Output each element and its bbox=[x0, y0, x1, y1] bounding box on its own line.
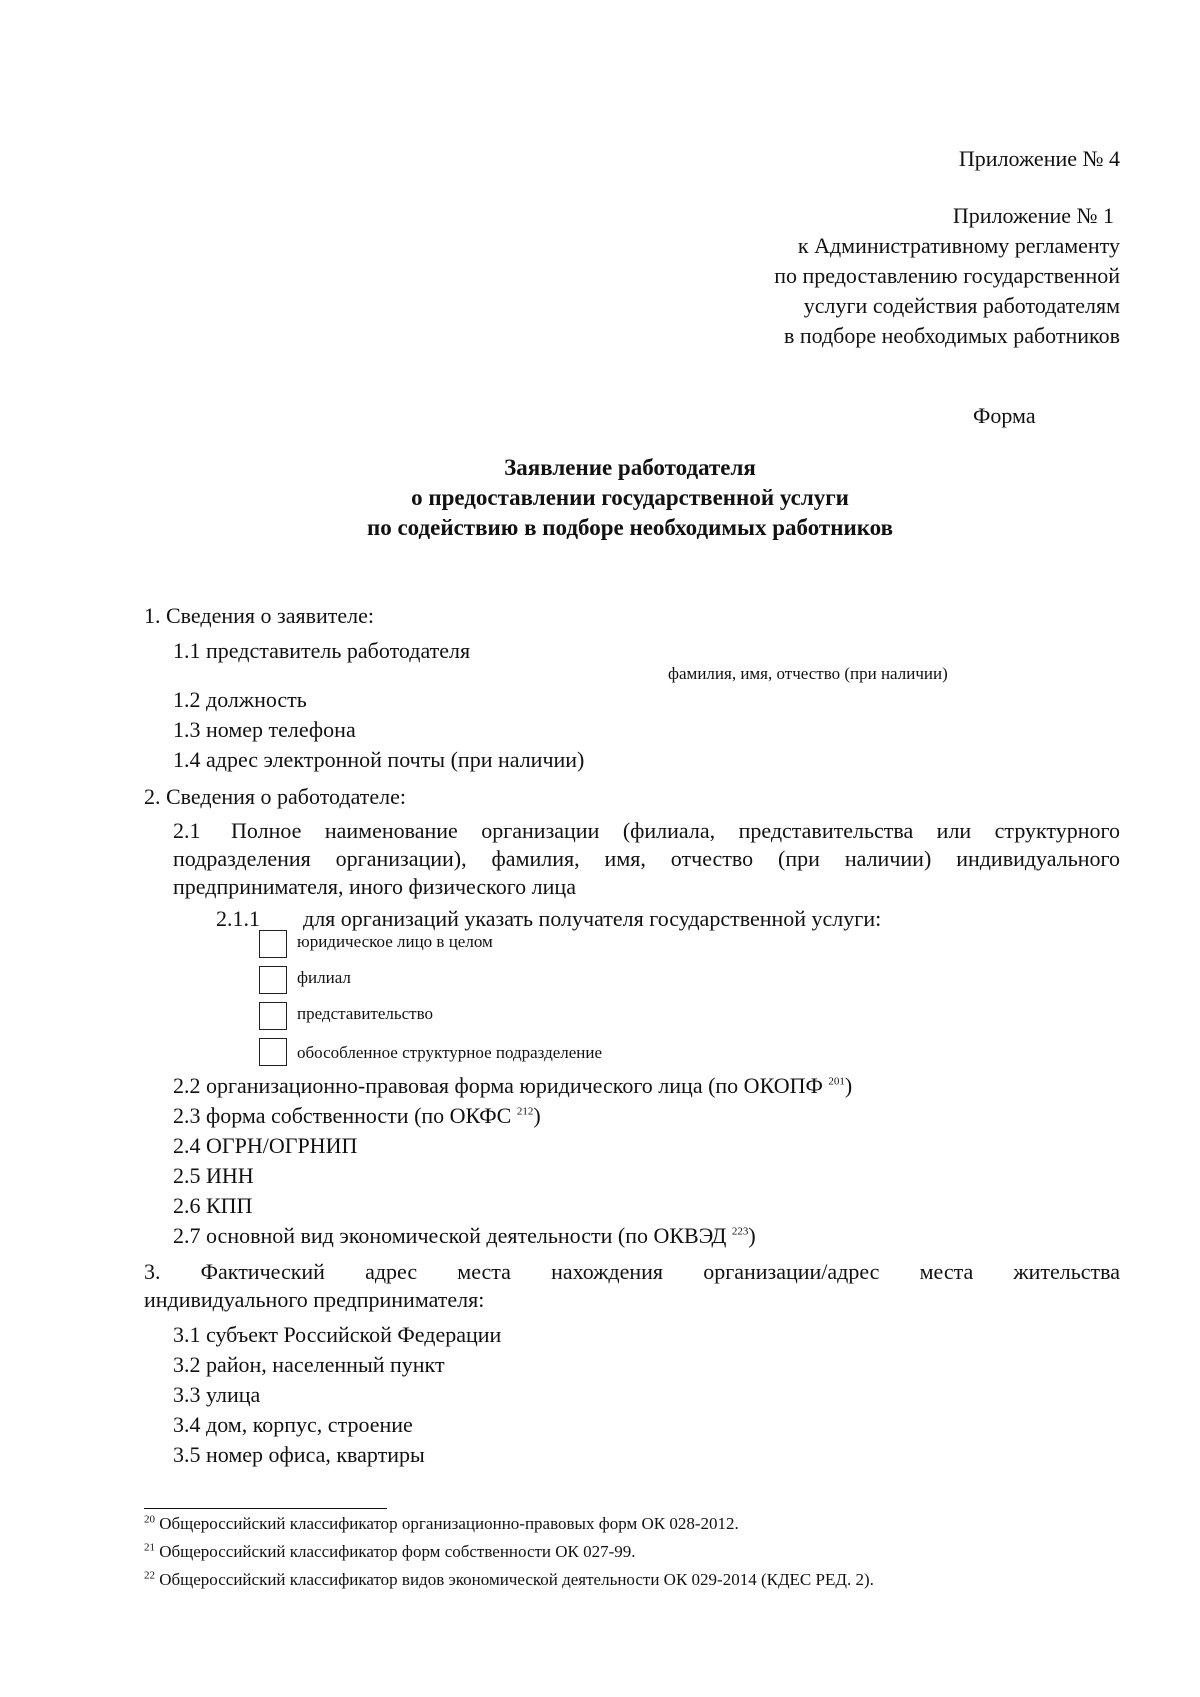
title-line-1: Заявление работодателя bbox=[504, 455, 756, 480]
item-3-3: 3.3 улица bbox=[173, 1382, 261, 1407]
item-2-7: 2.7 основной вид экономической деятельности (по ОКВЭД $^{223}$) bbox=[173, 1223, 756, 1248]
appendix-4-label: Приложение № 4 bbox=[958, 146, 1120, 171]
title-line-2: о предоставлении государственной услуги bbox=[411, 485, 849, 510]
footnote-22: $^{22}$ Общероссийский классификатор видов экономической деятельности ОК 029-2014 (КДЕС РЕД. 2). bbox=[144, 1569, 874, 1589]
appendix-1-label: Приложение № 1 bbox=[952, 203, 1114, 228]
item-2-1-1-number: 2.1.1 bbox=[216, 906, 260, 931]
item-2-1-line-2: подразделения организации), фамилия, имя, отчество (при наличии) индивидуального bbox=[173, 846, 1120, 871]
footnote-21: $^{21}$ Общероссийский классификатор форм собственности ОК 027-99. bbox=[144, 1541, 636, 1561]
regulation-line-2: по предоставлению государственной bbox=[774, 263, 1120, 288]
section-2-heading: 2. Сведения о работодателе: bbox=[144, 784, 407, 809]
checkbox-separate-division[interactable] bbox=[259, 1038, 287, 1066]
item-1-2: 1.2 должность bbox=[173, 687, 307, 712]
item-2-1-line-3: предпринимателя, иного физического лица bbox=[173, 874, 576, 899]
item-3-4: 3.4 дом, корпус, строение bbox=[173, 1412, 413, 1437]
item-2-4: 2.4 ОГРН/ОГРНИП bbox=[173, 1133, 358, 1158]
item-1-4: 1.4 адрес электронной почты (при наличии) bbox=[173, 747, 585, 772]
item-1-1: 1.1 представитель работодателя bbox=[173, 638, 471, 663]
item-1-3: 1.3 номер телефона bbox=[173, 717, 356, 742]
footnote-ref-21: 212 bbox=[516, 1105, 534, 1118]
item-2-6: 2.6 КПП bbox=[173, 1193, 253, 1218]
item-2-3: 2.3 форма собственности (по ОКФС $^{212}$) bbox=[173, 1103, 541, 1128]
title-line-3: по содействию в подборе необходимых работников bbox=[366, 515, 894, 540]
footnote-separator bbox=[144, 1508, 387, 1509]
option-representative-office: представительство bbox=[297, 1004, 434, 1023]
checkbox-legal-entity[interactable] bbox=[259, 930, 287, 958]
regulation-line-1: к Административному регламенту bbox=[797, 233, 1120, 258]
regulation-line-3: услуги содействия работодателям bbox=[803, 293, 1120, 318]
item-2-1-number: 2.1 bbox=[173, 818, 201, 843]
item-2-1-1: для организаций указать получателя государственной услуги: bbox=[303, 906, 882, 931]
option-separate-division: обособленное структурное подразделение bbox=[297, 1043, 603, 1062]
option-branch: филиал bbox=[297, 968, 351, 987]
option-legal-entity: юридическое лицо в целом bbox=[297, 932, 493, 951]
section-3-heading-line-2: индивидуального предпринимателя: bbox=[144, 1287, 485, 1312]
item-2-1-line-1: Полное наименование организации (филиала, представительства или структурного bbox=[231, 818, 1120, 843]
section-1-heading: 1. Сведения о заявителе: bbox=[144, 603, 375, 628]
item-3-1: 3.1 субъект Российской Федерации bbox=[173, 1322, 502, 1347]
item-2-5: 2.5 ИНН bbox=[173, 1163, 254, 1188]
item-2-2: 2.2 организационно-правовая форма юридического лица (по ОКОПФ $^{201}$) bbox=[173, 1073, 853, 1098]
item-1-1-hint: фамилия, имя, отчество (при наличии) bbox=[668, 664, 948, 683]
footnote-ref-20: 201 bbox=[828, 1075, 845, 1088]
footnote-ref-22: 223 bbox=[731, 1225, 749, 1238]
regulation-line-4: в подборе необходимых работников bbox=[783, 323, 1120, 348]
footnote-20: $^{20}$ Общероссийский классификатор организационно-правовых форм ОК 028-2012. bbox=[144, 1513, 739, 1533]
item-3-2: 3.2 район, населенный пункт bbox=[173, 1352, 445, 1377]
checkbox-representative-office[interactable] bbox=[259, 1002, 287, 1030]
form-label: Форма bbox=[973, 403, 1036, 428]
item-3-5: 3.5 номер офиса, квартиры bbox=[173, 1442, 425, 1467]
section-3-heading-line-1: 3. Фактический адрес места нахождения организации/адрес места жительства bbox=[144, 1259, 1120, 1284]
checkbox-branch[interactable] bbox=[259, 966, 287, 994]
